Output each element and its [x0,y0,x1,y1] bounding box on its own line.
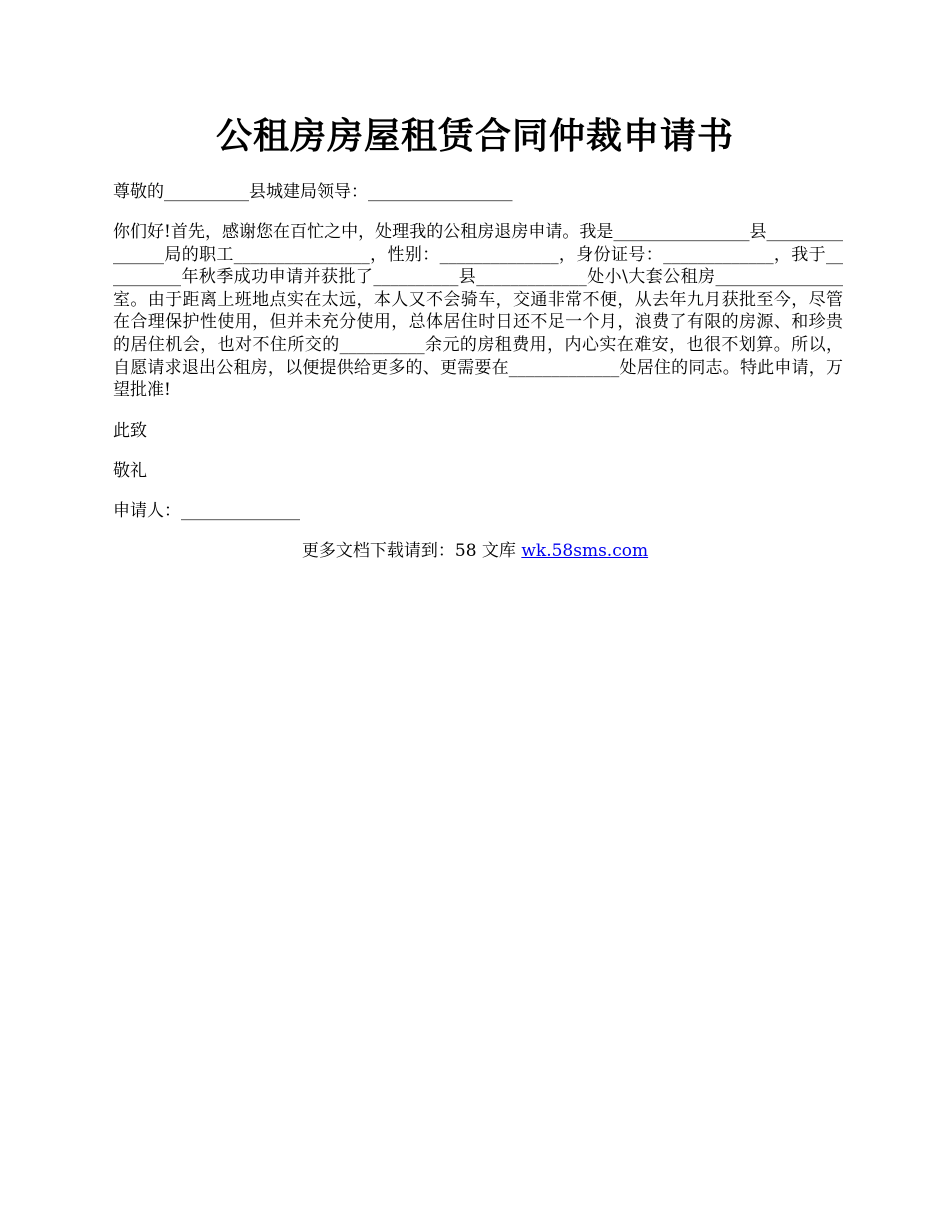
applicant-signature-line: 申请人：______________ [113,501,300,521]
closing-line-cizhi: 此致 [113,421,147,441]
body-paragraph: 你们好!首先，感谢您在百忙之中，处理我的公租房退房申请。我是________________县_______________局的职工________________，性别：______________，身份证号：_____________，我于__________年秋季成功申请并获批了__________县_____________处小\大套公租房_______________室。由于距离上班地点实在太远，本人又不会骑车，交通非常不便，从去年九月获批至今，尽管在合理保护性使用，但并未充分使用，总体居住时日还不足一个月，浪费了有限的房源、和珍贵的居住机会，也对不住所交的__________余元的房租费用，内心实在难安，也很不划算。所以，自愿请求退出公租房，以便提供给更多的、更需要在_____________处居住的同志。特此申请，万望批准! [113,222,843,401]
footer-prefix-text: 更多文档下载请到：58 文库 [301,541,522,561]
footer-download-note [0,540,950,563]
salutation-line: 尊敬的__________县城建局领导：_________________ [113,182,513,202]
document-title: 公租房房屋租赁合同仲裁申请书 [215,115,734,157]
closing-line-jingli: 敬礼 [113,461,147,481]
footer-site-link[interactable]: wk.58sms.com [521,541,649,561]
